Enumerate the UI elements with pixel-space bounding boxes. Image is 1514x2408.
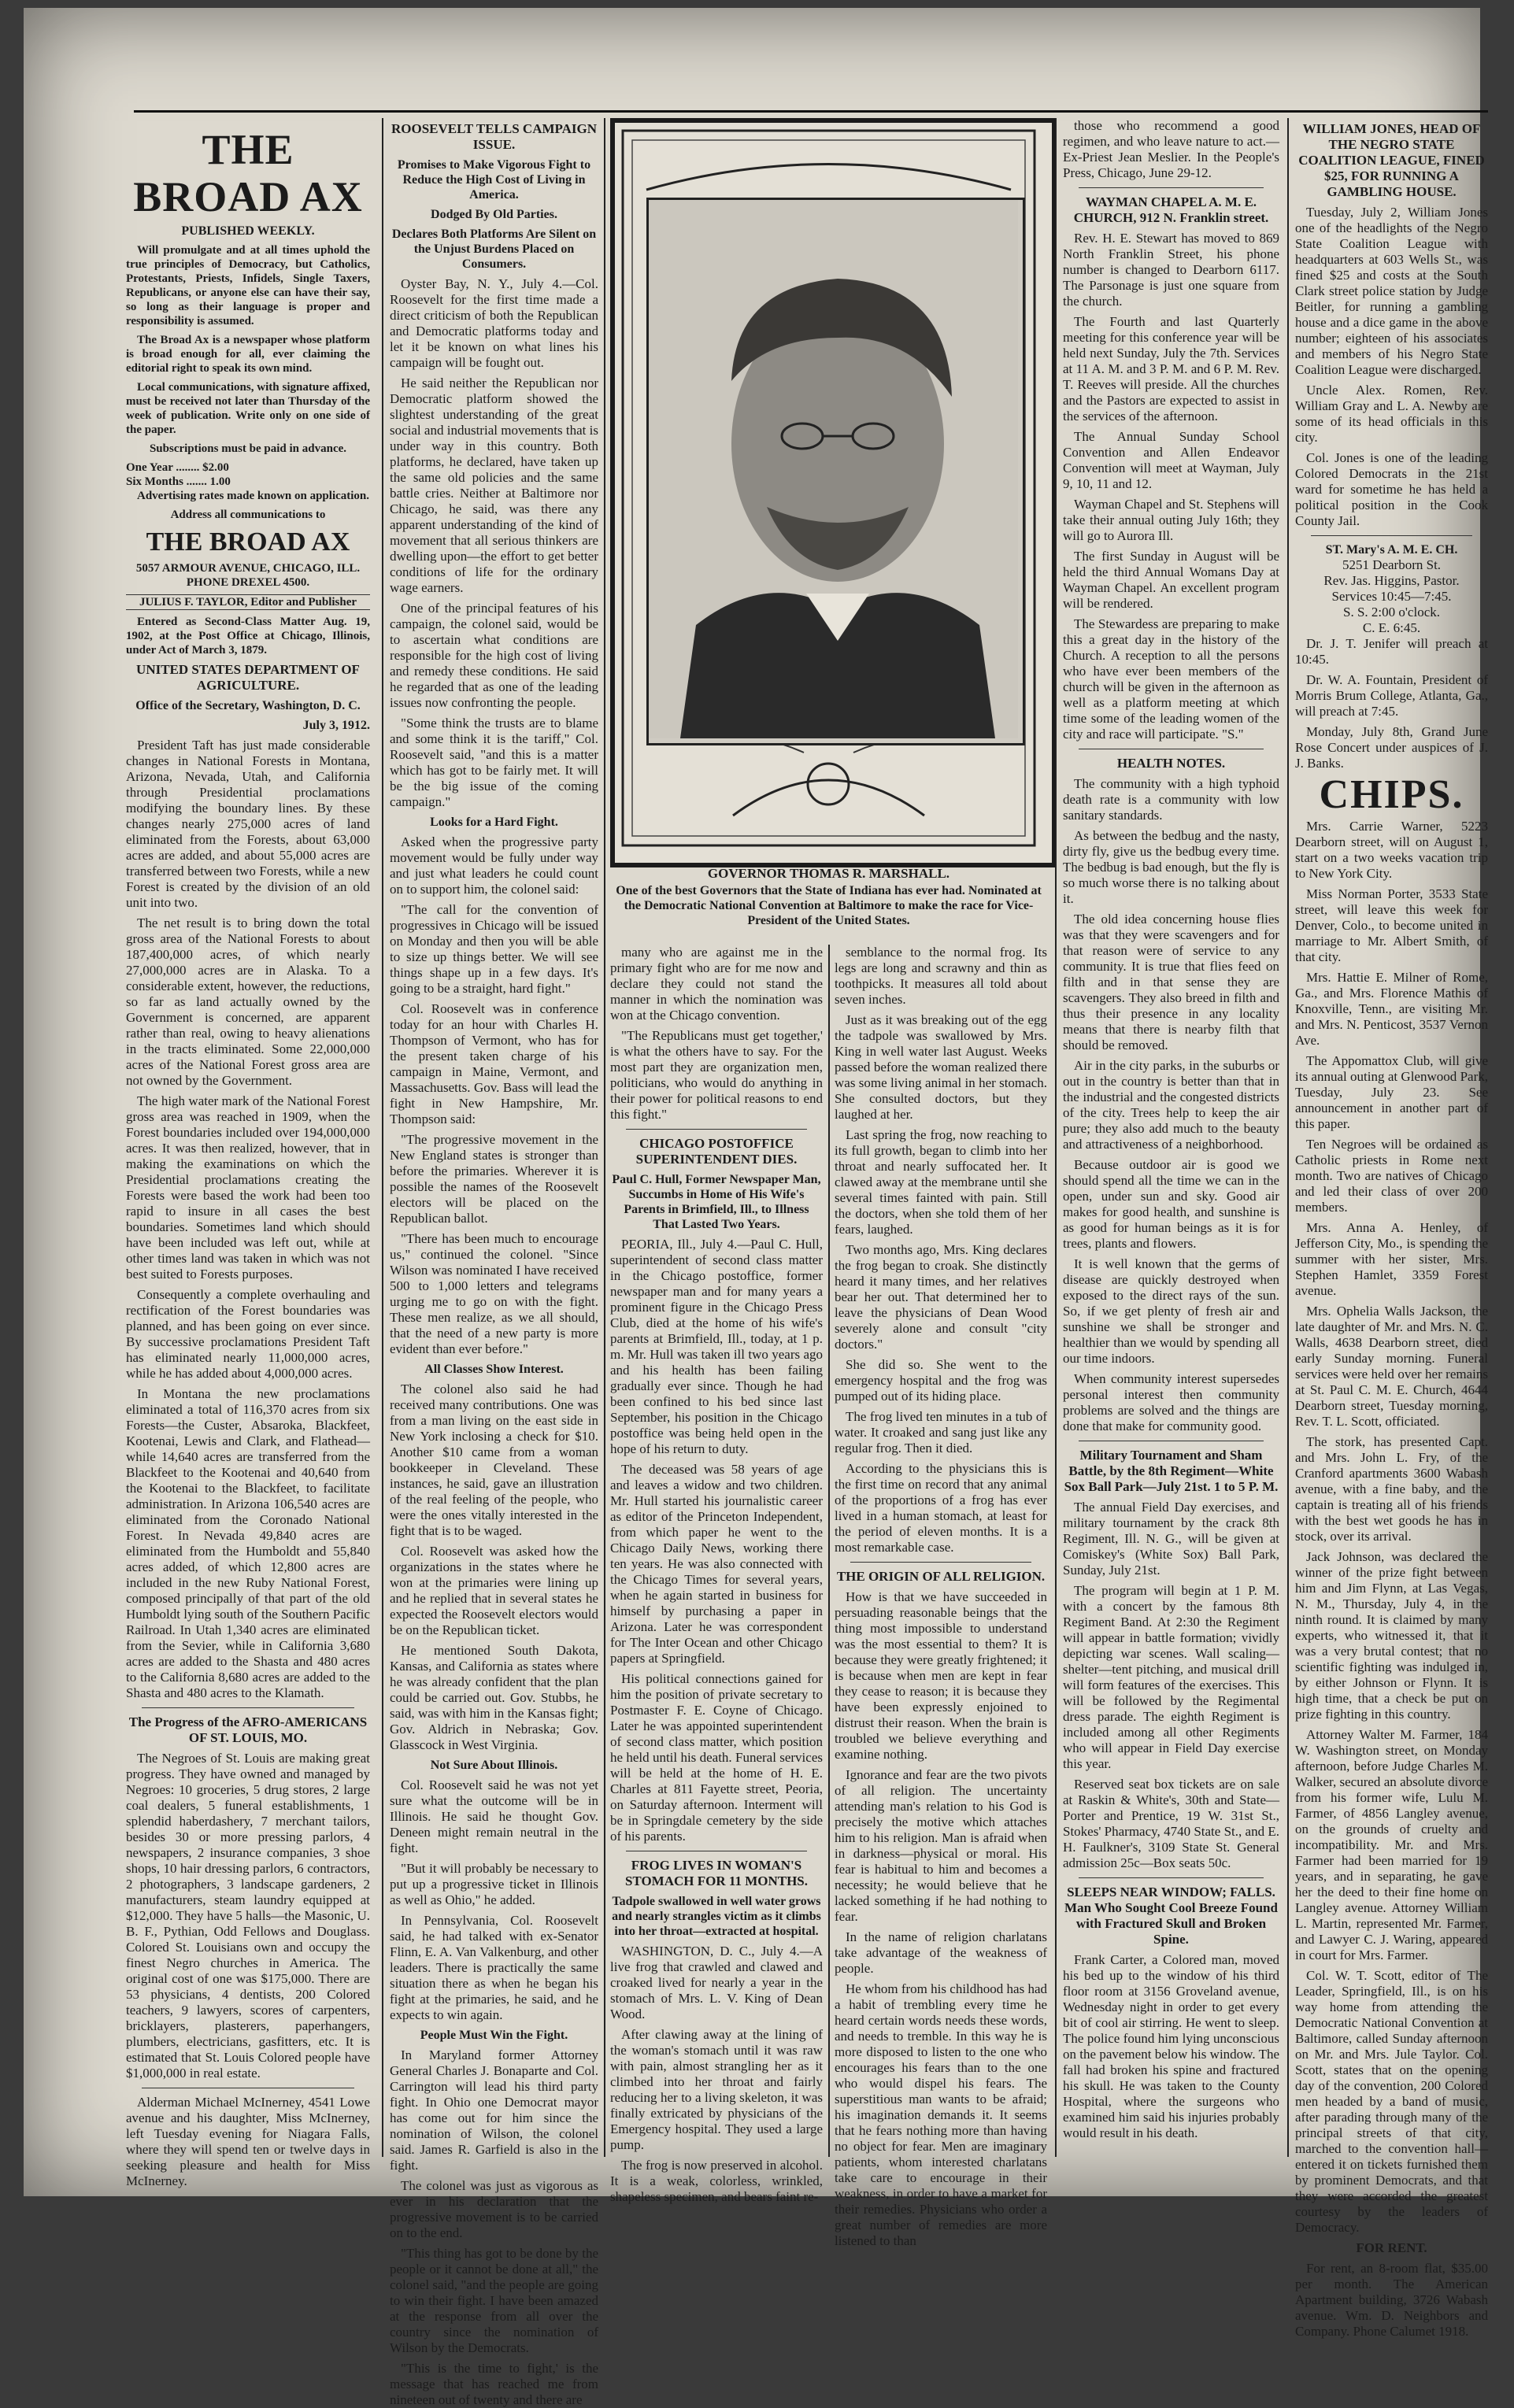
top-rule — [134, 110, 1488, 113]
article-paragraph: As between the bedbug and the nasty, dirty fly, give us the bedbug every time. The bedbug is bad enough, but the fly is so much worse there is no talking about it. — [1063, 828, 1279, 906]
article-paragraph: The high water mark of the National Forest gross area was reached in 1909, when the Forest boundaries included over 194,000,000 acres. It was then realized, however, that in making the examinations on which the Presidential proclamations creating the Forests were based the work had been too rapid to insure in all cases the best boundaries. Sometimes land which should have been included was left out, while at other times land was taken in which was not best suited to Forests purposes. — [126, 1093, 370, 1282]
article-paragraph: Col. Jones is one of the leading Colored Democrats in the 21st ward for sometime he has held a political position in the Cook County Jail. — [1295, 450, 1488, 528]
chips-item: Ten Negroes will be ordained as Catholic priests in Rome next month. Two are natives of Chicago and led their class of over 200 members. — [1295, 1137, 1488, 1215]
masthead-frequency: PUBLISHED WEEKLY. — [181, 224, 315, 238]
article-paragraph: Monday, July 8th, Grand June Rose Concert under auspices of J. J. Banks. — [1295, 724, 1488, 771]
article-paragraph: Dr. W. A. Fountain, President of Morris Brum College, Atlanta, Ga., will preach at 7:45. — [1295, 672, 1488, 719]
article-paragraph: The first Sunday in August will be held the third Annual Womans Day at Wayman Chapel. An excellent program will be rendered. — [1063, 549, 1279, 611]
chips-item: Col. W. T. Scott, editor of The Leader, Springfield, Ill., is on his way home from attending the Democratic National Convention at Baltimore, called Sunday afternoon on Mr. and Mrs. Jule Taylor. Col. Scott, states that on the opening day of the convention, 200 Colored men headed by a band of music, after parading through many of the principal streets of that city, marched to the convention hall—entered it on tickets furnished them by prominent Democrats, and that they were accorded the greatest courtesy by the leaders of Democracy. — [1295, 1968, 1488, 2235]
article-paragraph: Consequently a complete overhauling and rectification of the Forest boundaries was planned, and has been going on ever since. By successive proclamations President Taft has eliminated nearly 11,000,000 acres, while he has added about 4,000,000 acres. — [126, 1287, 370, 1381]
column-rule — [828, 945, 830, 2157]
roosevelt-subhead: Declares Both Platforms Are Silent on the Unjust Burdens Placed on Consumers. — [391, 227, 597, 271]
article-paragraph: Reserved seat box tickets are on sale at Raskin & White's, 30th and State—Porter and Prentice, 19 W. 31st St., Stokes' Pharmacy, 4740 State St., and E. H. Faulkner's, 3109 State St. General admission 25c—Box seats 50c. — [1063, 1777, 1279, 1870]
dept-subhead: Office of the Secretary, Washington, D. C. — [135, 699, 361, 712]
article-paragraph: After clawing away at the lining of the woman's stomach until it was raw with pain, almost strangling her as it climbed into her throat and fairly reducing her to a living skeleton, it was finally extricated by physicians of the Emergency hospital. They used a large pump. — [610, 2027, 823, 2152]
column-6 — [1295, 118, 1488, 2339]
masthead-editor: JULIUS F. TAYLOR, Editor and Publisher — [126, 594, 370, 610]
wayman-headline: WAYMAN CHAPEL A. M. E. CHURCH, 912 N. Franklin street. — [1073, 194, 1269, 225]
article-paragraph: Uncle Alex. Romen, Rev. William Gray and L. A. Newby are some of its head officials in this city. — [1295, 383, 1488, 445]
article-paragraph: "This thing has got to be done by the people or it cannot be done at all," the colonel said, "and the people are going to win their fight. I have been amazed at the response from all over the country since the nomination of Wilson by the Democrats. — [390, 2246, 598, 2355]
column-3 — [610, 945, 823, 2204]
column-rule — [1055, 118, 1057, 2157]
dept-headline: UNITED STATES DEPARTMENT OF AGRICULTURE. — [136, 662, 360, 693]
article-paragraph: Wayman Chapel and St. Stephens will take their annual outing July 16th; they will go to Aurora Ill. — [1063, 497, 1279, 543]
rent-ad: For rent, an 8-room flat, $35.00 per month. The American Apartment building, 3726 Wabash avenue. Wm. D. Neighbors and Company. Phone Calumet 1918. — [1295, 2261, 1488, 2339]
church-name: ST. Mary's A. M. E. CH. — [1325, 543, 1458, 557]
article-paragraph: The colonel also said he had received many contributions. One was from a man living on the east side in New York inclosing a check for $10. Another $10 came from a woman bookkeeper in Cleveland. These instances, he said, gave an illustration of the real feeling of the people, who were the ones vitally interested in the fight that is to be waged. — [390, 1382, 598, 1538]
article-paragraph: How is that we have succeeded in persuading reasonable beings that the thing most impossible to understand was the most essential to them? It is because they were greatly frightened; it is because when men are kept in fear they cease to reason; it is because they have been expressly enjoined to distrust their reason. When the brain is troubled we believe everything and examine nothing. — [835, 1589, 1047, 1762]
article-paragraph: The Annual Sunday School Convention and Allen Endeavor Convention will meet at Wayman, July 9, 10, 11 and 12. — [1063, 429, 1279, 491]
article-paragraph: Because outdoor air is good we should spend all the time we can in the open, under sun and sky. Good air makes for good health, and sunshine is as good for human beings as it is for trees, plants and flowers. — [1063, 1157, 1279, 1251]
portrait-frame — [610, 118, 1057, 867]
church-line: Services 10:45—7:45. — [1331, 589, 1452, 604]
article-paragraph: The community with a high typhoid death rate is a community with low sanitary standards. — [1063, 776, 1279, 823]
frog-subhead: Tadpole swallowed in well water grows and nearly strangles victim as it climbs into her throat—extracted at hospital. — [612, 1895, 821, 1938]
church-line: 5251 Dearborn St. — [1342, 557, 1442, 572]
masthead-title: THE BROAD AX — [133, 126, 363, 220]
column-1 — [126, 118, 370, 2188]
article-paragraph: "There has been much to encourage us," continued the colonel. "Since Wilson was nominated I have received 500 to 1,000 letters and telegrams urging me to go on with the fight. These men realize, as we all should, that the need of a new party is more evident than ever before." — [390, 1231, 598, 1356]
article-paragraph: His political connections gained for him the position of private secretary to Postmaster F. E. Coyne of Chicago. Later he was appointed superintendent of second class matter, which position he held until his death. Funeral services will be held at the home of H. E. Charles at 811 Fayette street, Peoria, on Saturday afternoon. Interment will be in Springdale cemetery by the side of his parents. — [610, 1671, 823, 1844]
masthead-mission: Will promulgate and at all times uphold the true principles of Democracy, but Catholics, Protestants, Priests, Infidels, Single Taxers, Republicans, or anyone else can have their say, so long as their language is proper and responsibility is assumed. — [126, 244, 370, 327]
masthead-phone: PHONE DREXEL 4500. — [186, 576, 310, 589]
religion-headline: THE ORIGIN OF ALL RELIGION. — [836, 1569, 1046, 1584]
masthead-title-2: THE BROAD AX — [146, 527, 350, 557]
health-headline: HEALTH NOTES. — [1116, 756, 1226, 771]
article-paragraph: "This is the time to fight,' is the message that has reached me from nineteen out of twenty and there are — [390, 2361, 598, 2407]
column-rule — [1287, 118, 1289, 2157]
article-paragraph: Just as it was breaking out of the egg the tadpole was swallowed by Mrs. King in well water last August. Weeks passed before the woman realized there was some living animal in her stomach. She consulted doctors, but they laughed at her. — [835, 1012, 1047, 1122]
article-paragraph: She did so. She went to the emergency hospital and the frog was pumped out of its hiding place. — [835, 1357, 1047, 1404]
article-paragraph: Col. Roosevelt said he was not yet sure what the outcome will be in Illinois. He said he thought Gov. Deneen might remain neutral in the fight. — [390, 1777, 598, 1855]
article-paragraph: The Negroes of St. Louis are making great progress. They have owned and managed by Negroes: 10 groceries, 5 drug stores, 2 large coal dealers, 5 funeral establishments, 1 splendid haberdashery, 7 merchant tailors, besides 30 or more pressing parlors, 4 newspapers, 2 insurance companies, 3 shoe shops, 10 hair dressing parlors, 6 contractors, 2 photographers, 3 landscape gardeners, 2 manufacturers, steam laundry equipped at $12,000. They have 5 halls—the Masonic, U. B. F., Pythian, Odd Fellows and Douglass. Colored St. Louisians own and occupy the finest Negro churches in America. The original cost of one was $175,000. There are 53 physicians, 4 dentists, 200 Colored teachers, 9 lawyers, scores of carpenters, bricklayers, plasterers, paperhangers, plumbers, electricians, gasfitters, etc. It is estimated that St. Louis Colored people have $1,000,000 in real estate. — [126, 1751, 370, 2081]
jones-headline: WILLIAM JONES, HEAD OF THE NEGRO STATE COALITION LEAGUE, FINED $25, FOR RUNNING A GAMBLING HOUSE. — [1298, 121, 1485, 199]
church-line: C. E. 6:45. — [1362, 620, 1421, 635]
article-paragraph: Dr. J. T. Jenifer will preach at 10:45. — [1295, 636, 1488, 667]
divider — [1079, 1877, 1264, 1878]
article-paragraph: Two months ago, Mrs. King declares the frog began to croak. She distinctly heard it many times, and her relatives bear her out. That determined her to leave the physicians of Dean Wood severely alone and consult "city doctors." — [835, 1242, 1047, 1352]
article-paragraph: He mentioned South Dakota, Kansas, and California as states where he was already confident that the plan could be carried out. Gov. Stubbs, he said, was with him in the Kansas fight; Gov. Aldrich in Nebraska; Gov. Glasscock in West Virginia. — [390, 1643, 598, 1752]
rent-headline: FOR RENT. — [1356, 2240, 1427, 2255]
postoffice-subhead: Paul C. Hull, Former Newspaper Man, Succumbs in Home of His Wife's Parents in Brimfield, Ill., to Illness That Lasted Two Years. — [612, 1173, 821, 1231]
article-paragraph: The frog lived ten minutes in a tub of water. It croaked and sang just like any regular frog. Then it died. — [835, 1409, 1047, 1456]
article-paragraph: The deceased was 58 years of age and leaves a widow and two children. Mr. Hull started his journalistic career as editor of the Princeton Independent, from which paper he went to the Chicago Daily News, working there ten years. He was also connected with the Chicago Times for several years, when he again started in business for himself by purchasing a paper in Arizona. Later he was correspondent for The Inter Ocean and other Chicago papers at Springfield. — [610, 1462, 823, 1666]
roosevelt-subhead: Dodged By Old Parties. — [431, 208, 557, 221]
article-paragraph: According to the physicians this is the first time on record that any animal of the proportions of a frog has ever lived in a human stomach, at least for the period of eleven months. It is a most remarkable case. — [835, 1461, 1047, 1555]
dateline: July 3, 1912. — [302, 719, 370, 732]
newspaper-page — [24, 8, 1488, 2407]
military-headline: Military Tournament and Sham Battle, by the 8th Regiment—White Sox Ball Park—July 21st. 1 to 5 P. M. — [1064, 1448, 1279, 1494]
chips-item: Mrs. Hattie E. Milner of Rome, Ga., and Mrs. Florence Mathis of Knoxville, Tenn., are visiting Mr. and Mrs. N. Penticost, 3537 Vernon Ave. — [1295, 970, 1488, 1048]
stl-headline: The Progress of the AFRO-AMERICANS OF ST. LOUIS, MO. — [128, 1714, 368, 1745]
masthead-street: 5057 ARMOUR AVENUE, CHICAGO, ILL. — [135, 562, 361, 575]
masthead-notice: Local communications, with signature affixed, must be received not later than Thursday of the week of publication. Write only on one side of the paper. — [126, 381, 370, 436]
chips-item: The Appomattox Club, will give its annual outing at Glenwood Park, Tuesday, July 23. See announcement in another part of this paper. — [1295, 1053, 1488, 1131]
article-paragraph: One of the principal features of his campaign, the colonel said, would be to ascertain what conditions are responsible for the high cost of living and remedy these conditions. He said he regarded that as one of the leading issues now confronting the people. — [390, 601, 598, 710]
roosevelt-headline: ROOSEVELT TELLS CAMPAIGN ISSUE. — [391, 121, 598, 152]
chips-item: Mrs. Anna A. Henley, of Jefferson City, Mo., is spending the summer with her sister, Mrs. Stephen Hamlet, 3359 Forest avenue. — [1295, 1220, 1488, 1298]
roosevelt-subhead: Promises to Make Vigorous Fight to Reduce the High Cost of Living in America. — [397, 158, 591, 202]
chips-item: Mrs. Ophelia Walls Jackson, the late daughter of Mr. and Mrs. N. C. Walls, 4638 Dearborn street, died early Sunday morning. Funeral services were held over her remains at St. Paul C. M. E. Church, 4644 Dearborn street, Tuesday morning, Rev. T. L. Scott, officiated. — [1295, 1304, 1488, 1429]
chips-item: Jack Johnson, was declared the winner of the prize fight between him and Jim Flynn, at Las Vegas, N. M., Thursday, July 4, in the ninth round. It is claimed by many experts, who witnessed it, that it was a very brutal contest; that no scientific fighting was indulged in, by either Johnson or Flynn. It is high time, that a check be put on prize fighting in this country. — [1295, 1549, 1488, 1722]
column-rule — [604, 118, 605, 2157]
masthead-entered: Entered as Second-Class Matter Aug. 19, 1902, at the Post Office at Chicago, Illinois, under Act of March 3, 1879. — [126, 616, 370, 657]
section-subhead: Looks for a Hard Fight. — [430, 816, 558, 829]
article-paragraph: The annual Field Day exercises, and military tournament by the crack 8th Regiment, Ill. N. G., will be given at Comiskey's (White Sox) Ball Park, Sunday, July 21st. — [1063, 1500, 1279, 1578]
divider — [1079, 187, 1264, 188]
article-paragraph: In Maryland former Attorney General Charles J. Bonaparte and Col. Carrington will lead his third party fight. In Ohio one Democrat mayor has come out for him since the nomination of Wilson, the colonel said. James R. Garfield is also in the fight. — [390, 2047, 598, 2173]
section-subhead: People Must Win the Fight. — [420, 2029, 568, 2042]
article-paragraph: many who are against me in the primary fight who are for me now and declare they could not stand the manner in which the nomination was won at the Chicago convention. — [610, 945, 823, 1023]
section-subhead: Not Sure About Illinois. — [430, 1759, 558, 1772]
chips-item: The stork, has presented Capt. and Mrs. John L. Fry, of the Cranford apartments 3600 Wabash avenue, with a fine baby, and the captain is treating all of his friends with the best wet goods he has in stock, over its arrival. — [1295, 1434, 1488, 1544]
article-paragraph: "The Republicans must get together,' is what the others have to say. For the most part they are organization men, politicians, who would do anything in their power for political reasons to end this fight." — [610, 1028, 823, 1122]
article-paragraph: The frog is now preserved in alcohol. It is a weak, colorless, wrinkled, shapeless specimen, and bears faint re- — [610, 2158, 823, 2204]
section-subhead: All Classes Show Interest. — [424, 1363, 564, 1376]
article-paragraph: Col. Roosevelt was asked how the organizations in the states where he won at the primaries were lining up and he replied that in several states he expected the Roosevelt electors would be on the Republican ticket. — [390, 1544, 598, 1637]
article-paragraph: The Fourth and last Quarterly meeting for this conference year will be held next Sunday, July the 7th. Services at 11 A. M. and 3 P. M. and 6 P. M. Rev. T. Reeves will preside. All the churches and the Pastors are expected to assist in the services of the afternoon. — [1063, 314, 1279, 424]
column-5 — [1063, 118, 1279, 2165]
article-paragraph: When community interest supersedes personal interest then community problems are solved and the things are done that make for community good. — [1063, 1371, 1279, 1433]
article-paragraph: Alderman Michael McInerney, 4541 Lowe avenue and his daughter, Miss McInerney, left Tuesday evening for Niagara Falls, where they will spend ten or twelve days in seeking pleasure and health for Miss McInerney. — [126, 2095, 370, 2188]
chips-heading: CHIPS. — [1319, 772, 1464, 817]
article-paragraph: The old idea concerning house flies was that they were scavengers and for that reason were of service to any community. It is true that flies feed on filth and in that sense they are scavengers. They also breed in filth and thus their presence in any locality means that there is nearby filth that should be removed. — [1063, 912, 1279, 1052]
article-paragraph: "Some think the trusts are to blame and some think it is the tariff," Col. Roosevelt said, "and this is a matter which has got to be fairly met. It will be the big issue of the coming campaign." — [390, 716, 598, 809]
portrait-photo — [646, 198, 1025, 745]
sleeps-headline: SLEEPS NEAR WINDOW; FALLS. Man Who Sought Cool Breeze Found with Fractured Skull and Broken Spine. — [1064, 1885, 1278, 1947]
article-paragraph: In Pennsylvania, Col. Roosevelt said, he had talked with ex-Senator Flinn, E. A. Van Valkenburg, and other leaders. There is practically the same situation there as when he began his fight at the primaries, he said, and he expects to win again. — [390, 1913, 598, 2022]
divider — [850, 1562, 1031, 1563]
article-paragraph: "The progressive movement in the New England states is stronger than before the primaries. Wherever it is possible the names of the Roosevelt electors will be placed on the Republican ballot. — [390, 1132, 598, 1226]
divider — [142, 1707, 354, 1708]
article-paragraph: Frank Carter, a Colored man, moved his bed up to the window of his third floor room at 3156 Groveland avenue, Wednesday night in order to get every bit of cool air stirring. He went to sleep. The police found him lying unconscious on the pavement below his window. The fall had broken his spine and fractured his skull. He was taken to the County Hospital, where the surgeons who examined him said his injuries probably would result in his death. — [1063, 1952, 1279, 2140]
article-paragraph: Last spring the frog, now reaching to its full growth, began to climb into her throat and nearly suffocated her. It clawed away at the membrane until she several times fainted with pain. Still the doctors, when she told them of her fears, laughed. — [835, 1127, 1047, 1237]
article-paragraph: "But it will probably be necessary to put up a progressive ticket in Illinois as well as Ohio," he added. — [390, 1861, 598, 1907]
portrait-caption — [606, 866, 1051, 933]
masthead-ad-note: Advertising rates made known on application. — [137, 490, 370, 502]
church-line: Rev. Jas. Higgins, Pastor. — [1323, 573, 1460, 588]
chips-item: Attorney Walter M. Farmer, 184 W. Washington street, on Monday afternoon, before Judge Charles M. Walker, secured an absolute divorce from his former wife, Lulu M. Farmer, of 4856 Langley avenue, on the grounds of cruelty and incompatibility. Mr. and Mrs. Farmer had been married for 19 years, and in separating, he gave her the deed to their fine home on Langley avenue. Attorney William L. Martin, represented Mr. Farmer, and Lawyer C. J. Waring, appeared in court for Mrs. Farmer. — [1295, 1727, 1488, 1962]
article-paragraph: It is well known that the germs of disease are quickly destroyed when exposed to the direct rays of the sun. So, if we get plenty of fresh air and sunshine we shall be stronger and healthier than we would by spending all our time indoors. — [1063, 1256, 1279, 1366]
church-line: S. S. 2:00 o'clock. — [1342, 605, 1440, 620]
article-paragraph: President Taft has just made considerable changes in National Forests in Montana, Arizona, Nevada, Utah, and California through Presidential proclamations modifying the boundary lines. By these changes nearly 275,000 acres of land eliminated from the Forests, about 63,000 acres are added, and about 55,000 acres are transferred between two Forests, while a new Forest is created by the division of an old unit into two. — [126, 738, 370, 910]
article-paragraph: The program will begin at 1 P. M. with a concert by the famous 8th Regiment Band. At 2:30 the Regiment will appear in battle formation; vividly depicting war scenes. Wall scaling—shelter—tent pitching, and musical drill will form features of the exercises. This will be followed by the Regimental dress parade. The eighth Regiment is included among all other Regiments who will appear in Field Day exercise this year. — [1063, 1583, 1279, 1771]
divider — [626, 1129, 807, 1130]
article-paragraph: "The call for the convention of progressives in Chicago will be issued on Monday and then you will be able to size up things better. We will see things shape up in a few days. It's going to be a straight, hard fight." — [390, 902, 598, 996]
article-paragraph: those who recommend a good regimen, and who leave nature to act.—Ex-Priest Jean Meslier. In the People's Press, Chicago, June 29-12. — [1063, 118, 1279, 180]
rate-line: Six Months ....... 1.00 — [126, 475, 231, 488]
chips-item: Mrs. Carrie Warner, 5223 Dearborn street, will on August 1, start on a two weeks vacation trip to New York City. — [1295, 819, 1488, 881]
caption-title: GOVERNOR THOMAS R. MARSHALL. — [707, 866, 950, 881]
masthead-policy: The Broad Ax is a newspaper whose platform is broad enough for all, ever claiming the editorial right to speak its own mind. — [126, 334, 370, 375]
article-paragraph: Ignorance and fear are the two pivots of all religion. The uncertainty attending man's relation to his God is precisely the motive which attaches him to his religion. Man is afraid when in darkness—physical or moral. His fear is habitual to him and becomes a necessity; he would believe that he lacked something if he had nothing to fear. — [835, 1767, 1047, 1924]
article-paragraph: Oyster Bay, N. Y., July 4.—Col. Roosevelt for the first time made a direct criticism of both the Republican and Democratic platforms today and let it be known on what lines his campaign will be fought out. — [390, 276, 598, 370]
article-paragraph: Tuesday, July 2, William Jones one of the headlights of the Negro State Coalition League with headquarters at 603 Wells St., was fined $25 and costs at the South Clark street police station by Judge Beitler, for running a gambling house and a dice game in the above number; eighteen of his associates and members of his Negro State Coalition League were discharged. — [1295, 205, 1488, 377]
article-paragraph: PEORIA, Ill., July 4.—Paul C. Hull, superintendent of second class matter in the Chicago postoffice, former newspaper man and for many years a prominent figure in the Chicago Press Club, died at the home of his wife's parents at Brimfield, Ill., today, at 1 p. m. Mr. Hull was taken ill two years ago and his health has been failing gradually ever since. Though he had been confined to his bed since last September, his position in the Chicago postoffice was being held open in the hope of his return to duty. — [610, 1237, 823, 1456]
article-paragraph: In the name of religion charlatans take advantage of the weakness of people. — [835, 1929, 1047, 1976]
caption-text: One of the best Governors that the State of Indiana has ever had. Nominated at the Democratic National Convention at Baltimore to make the race for Vice-President of the United States. — [616, 884, 1042, 927]
divider — [1311, 535, 1472, 536]
article-paragraph: In Montana the new proclamations eliminated a total of 116,370 acres from six Forests—the Custer, Absaroka, Blackfeet, Kootenai, Lewis and Clark, and Flathead—while 14,640 acres are transferred from the Blackfeet to the Kootenai and 40,640 from the Kootenai to the Blackfeet, to facilitate administration. In Arizona 106,540 acres are eliminated from the Coronado National Forest. In Nevada 49,840 acres are eliminated from the Humboldt and 55,840 acres added, of which 12,800 acres are included in the new Ruby National Forest, composed principally of that part of the old Humboldt lying south of the Southern Pacific Railroad. In Utah 1,340 acres are eliminated from the Sevier, while in California 3,680 acres are added to the Shasta and 480 acres to the California 8,680 acres are added to the Shasta and 480 acres to the Klamath. — [126, 1386, 370, 1700]
frog-headline: FROG LIVES IN WOMAN'S STOMACH FOR 11 MONTHS. — [624, 1858, 809, 1888]
postoffice-headline: CHICAGO POSTOFFICE SUPERINTENDENT DIES. — [635, 1136, 798, 1167]
article-paragraph: He said neither the Republican nor Democratic platform showed the slightest understanding of the great social and industrial movements that is under way in this country. Both platforms, he declared, have taken up the same old policies and the same battle cries. Neither at Baltimore nor Chicago, he said, was there any apparent understanding of the kind of movement that all serious thinkers are dwelling upon—the effort to get better conditions of life for the ordinary wage earners. — [390, 375, 598, 595]
article-paragraph: Col. Roosevelt was in conference today for an hour with Charles H. Thompson of Vermont, who has for the present taken charge of his campaign in Maine, Vermont, and Massachusetts. Gov. Bass will lead the fight in New Hampshire, Mr. Thompson said: — [390, 1001, 598, 1126]
column-rule — [382, 118, 383, 2157]
article-paragraph: Asked when the progressive party movement would be fully under way and just what leaders he could count on to support him, the colonel said: — [390, 834, 598, 897]
column-4 — [835, 945, 1047, 2248]
article-paragraph: The colonel was just as vigorous as ever in his declaration that the progressive movement is to be carried on to the end. — [390, 2178, 598, 2240]
article-paragraph: The net result is to bring down the total gross area of the National Forests to about 187,400,000 acres, of which nearly 27,000,000 acres are in Alaska. To a considerable extent, however, the reductions, so far as land actually owned by the Government is concerned, are apparent rather than real, owing to heavy alienations in the tracts eliminated. Some 22,000,000 acres of the National Forest gross area are not owned by the Government. — [126, 915, 370, 1088]
masthead-address-to: Address all communications to — [170, 509, 326, 521]
article-paragraph: The Stewardess are preparing to make this a great day in the history of the Church. A reception to all the persons who have ever been members of the church will be given in the afternoon as well as a platform meeting at which time some of the leading women of the city and race will participate. "S." — [1063, 616, 1279, 742]
article-paragraph: Rev. H. E. Stewart has moved to 869 North Franklin Street, his phone number is changed to Dearborn 6117. The Parsonage is just one square from the church. — [1063, 231, 1279, 309]
portrait-illustration — [649, 200, 1018, 738]
article-paragraph: Air in the city parks, in the suburbs or out in the country is better than that in the industrial and the congested districts of the city. Trees help to keep the air pure; they also add much to the beauty and attractiveness of a neighborhood. — [1063, 1058, 1279, 1152]
rate-line: One Year ........ $2.00 — [126, 461, 229, 474]
column-2 — [390, 118, 598, 2407]
masthead-sub-notice: Subscriptions must be paid in advance. — [149, 442, 347, 455]
article-paragraph: semblance to the normal frog. Its legs are long and scrawny and thin as toothpicks. It measures all told about seven inches. — [835, 945, 1047, 1007]
article-paragraph: WASHINGTON, D. C., July 4.—A live frog that crawled and clawed and croaked lived for nearly a year in the stomach of Mrs. L. V. King of Dean Wood. — [610, 1944, 823, 2021]
article-paragraph: He whom from his childhood has had a habit of trembling every time he heard certain words needs these words, and needs to tremble. In this way he is more disposed to listen to the one who encourages his fears than to the one who would dispel his fears. The superstitious man wants to be afraid; his imagination demands it. It seems that he fears nothing more than having no object for fear. Men are imaginary patients, whom interested charlatans take care to encourage in their weakness, in order to have a market for their remedies. Physicians who order a great number of remedies are more listened to than — [835, 1981, 1047, 2248]
chips-item: Miss Norman Porter, 3533 State street, will leave this week for Denver, Colo., to become united in marriage to Mr. Albert Smith, of that city. — [1295, 886, 1488, 964]
